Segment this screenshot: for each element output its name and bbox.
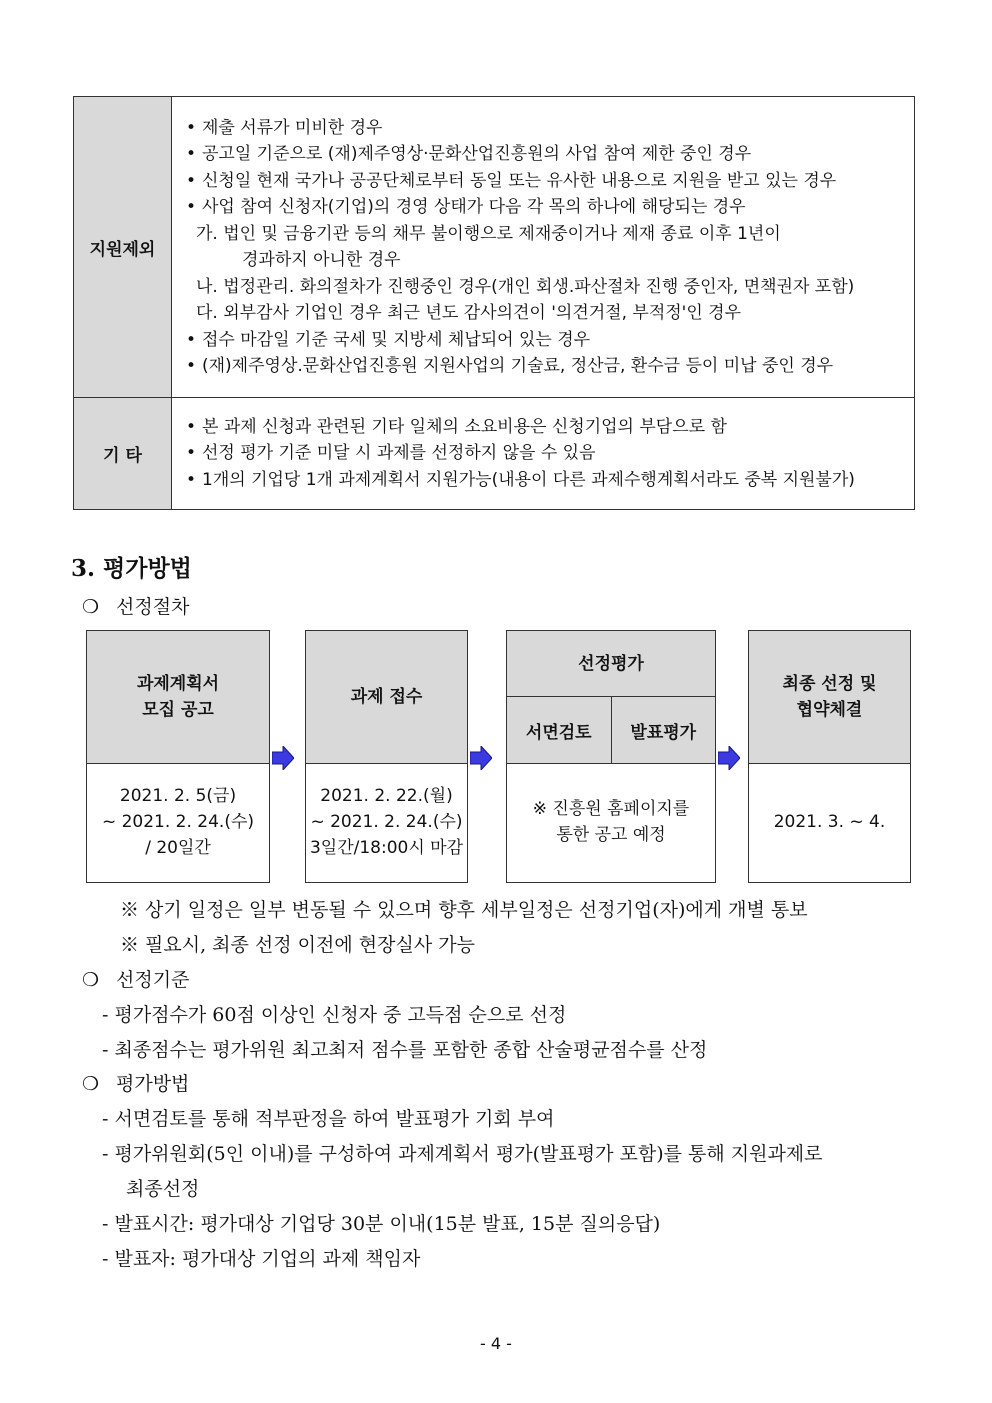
exclusion-row <box>74 97 915 398</box>
substep-presentation: 발표평가 <box>611 697 716 763</box>
method-heading <box>82 1069 189 1096</box>
procedure-title: 선정절차 <box>116 596 190 618</box>
exclusion-item: • 공고일 기준으로 (재)제주영상·문화산업진흥원의 사업 참여 제한 중인 경우 <box>186 141 900 168</box>
flow-step-date: 2021. 2. 5(금) ~ 2021. 2. 24.(수) / 20일간 <box>101 786 255 858</box>
arrow-right-icon <box>272 746 294 770</box>
other-item: • 1개의 기업당 1개 과제계획서 지원가능(내용이 다른 과제수행계획서라도 중복 지원불가) <box>186 467 900 494</box>
method-item: - 발표자: 평가대상 기업의 과제 책임자 <box>102 1248 421 1270</box>
method-item: - 평가위원회(5인 이내)를 구성하여 과제계획서 평가(발표평가 포함)를 통해 지원과제로 <box>102 1143 823 1165</box>
arrow-right-icon <box>470 746 492 770</box>
flow-step-date: 2021. 3. ~ 4. <box>773 812 886 832</box>
exclusion-label: 지원제외 <box>74 97 172 398</box>
arrow-right-icon <box>718 746 740 770</box>
flow-step-title: 과제계획서 모집 공고 <box>87 631 269 764</box>
flow-step-date: 2021. 2. 22.(월) ~ 2021. 2. 24.(수) 3일간/18:00시 마감 <box>309 786 464 858</box>
flow-step-final-selection <box>748 630 911 883</box>
criteria-item: - 평가점수가 60점 이상인 신청자 중 고득점 순으로 선정 <box>102 1004 567 1026</box>
page-number: - 4 - <box>480 1334 512 1353</box>
exclusion-subitem: 나. 법정관리. 화의절차가 진행중인 경우(개인 회생.파산절차 진행 중인자, 면책권자 포함) <box>196 276 855 297</box>
other-label: 기 타 <box>74 398 172 510</box>
exclusion-content <box>172 97 915 398</box>
procedure-heading <box>82 592 189 619</box>
method-item: - 서면검토를 통해 적부판정을 하여 발표평가 기회 부여 <box>102 1108 555 1130</box>
inspection-note: ※ 필요시, 최종 선정 이전에 현장실사 가능 <box>120 934 475 956</box>
flow-step-substeps <box>507 696 715 764</box>
ring-bullet-icon: ❍ <box>82 1073 100 1095</box>
flow-step-announcement <box>86 630 270 883</box>
exclusion-item: • 접수 마감일 기준 국세 및 지방세 체납되어 있는 경우 <box>186 327 900 354</box>
other-item: • 선정 평가 기준 미달 시 과제를 선정하지 않을 수 있음 <box>186 440 900 467</box>
other-row <box>74 398 915 510</box>
requirements-table <box>73 96 915 510</box>
flow-step-note: ※ 진흥원 홈페이지를 통한 공고 예정 <box>532 799 690 845</box>
ring-bullet-icon: ❍ <box>82 596 100 618</box>
exclusion-item: • 사업 참여 신청자(기업)의 경영 상태가 다음 각 목의 하나에 해당되는 경우 <box>186 194 900 221</box>
exclusion-subitem-cont: 경과하지 아니한 경우 <box>242 250 401 270</box>
flow-step-evaluation <box>506 630 716 883</box>
criteria-title: 선정기준 <box>116 969 190 991</box>
method-item-cont: 최종선정 <box>126 1178 200 1200</box>
exclusion-item: • 제출 서류가 미비한 경우 <box>186 115 900 142</box>
section-title: 3. 평가방법 <box>71 555 192 582</box>
exclusion-subitem: 다. 외부감사 기업인 경우 최근 년도 감사의견이 '의견거절, 부적정'인 경우 <box>196 303 742 323</box>
method-item: - 발표시간: 평가대상 기업당 30분 이내(15분 발표, 15분 질의응답) <box>102 1213 661 1235</box>
substep-document-review: 서면검토 <box>525 722 592 743</box>
ring-bullet-icon: ❍ <box>82 969 100 991</box>
other-item: • 본 과제 신청과 관련된 기타 일체의 소요비용은 신청기업의 부담으로 함 <box>186 414 900 441</box>
method-title: 평가방법 <box>116 1073 190 1095</box>
exclusion-item: • (재)제주영상.문화산업진흥원 지원사업의 기술료, 정산금, 환수금 등이 미납 중인 경우 <box>186 353 900 380</box>
flow-step-submission <box>305 630 468 883</box>
exclusion-item: • 신청일 현재 국가나 공공단체로부터 동일 또는 유사한 내용으로 지원을 받고 있는 경우 <box>186 168 900 195</box>
criteria-heading <box>82 965 189 992</box>
other-content <box>172 398 915 510</box>
exclusion-subitem: 가. 법인 및 금융기관 등의 채무 불이행으로 제재중이거나 제재 종료 이후 1년이 <box>196 223 781 244</box>
flow-step-title: 과제 접수 <box>306 631 467 764</box>
criteria-item: - 최종점수는 평가위원 최고최저 점수를 포함한 종합 산술평균점수를 산정 <box>102 1039 708 1061</box>
flow-step-title: 선정평가 <box>507 631 715 697</box>
flow-step-title: 최종 선정 및 협약체결 <box>749 631 910 764</box>
schedule-note: ※ 상기 일정은 일부 변동될 수 있으며 향후 세부일정은 선정기업(자)에게 개별 통보 <box>120 899 808 921</box>
